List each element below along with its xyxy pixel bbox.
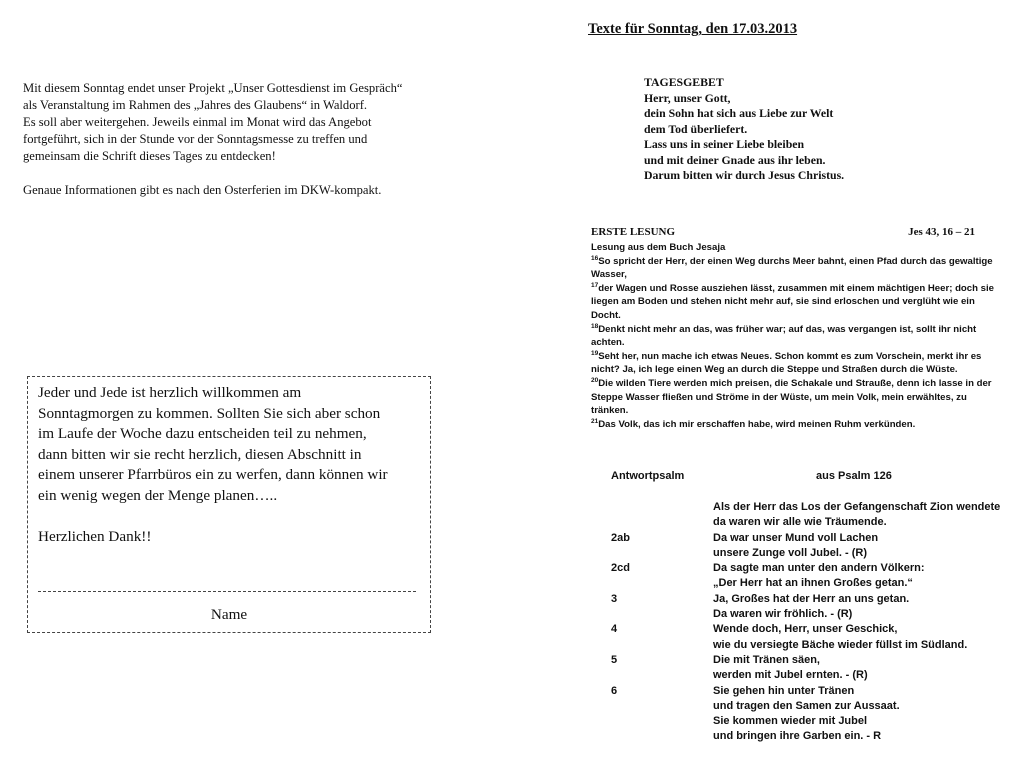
psalm-row bbox=[611, 561, 1011, 576]
verse-number: 21 bbox=[591, 417, 599, 425]
verse-21 bbox=[591, 418, 1011, 432]
psalm-row bbox=[611, 668, 1011, 683]
psalm-row bbox=[611, 699, 1011, 714]
reading-heading: ERSTE LESUNG bbox=[591, 226, 676, 238]
psalm-line: und tragen den Samen zur Aussaat. bbox=[713, 699, 900, 712]
verse-20 bbox=[591, 377, 1011, 418]
psalm-line: Die mit Tränen säen, bbox=[713, 653, 820, 666]
psalm-line: da waren wir alle wie Träumende. bbox=[713, 516, 887, 529]
psalm-line: unsere Zunge voll Jubel. - (R) bbox=[713, 546, 868, 559]
psalm-verse-number: 4 bbox=[611, 623, 618, 636]
psalm-row bbox=[611, 714, 1011, 729]
name-signature-line[interactable] bbox=[38, 591, 416, 592]
psalm-line: Sie gehen hin unter Tränen bbox=[713, 684, 855, 697]
psalm-row bbox=[611, 653, 1011, 668]
psalm-row bbox=[611, 638, 1011, 653]
verse-line: tränken. bbox=[591, 405, 629, 417]
signup-line: Jeder und Jede ist herzlich willkommen am bbox=[38, 384, 302, 401]
psalm-line: Da waren wir fröhlich. - (R) bbox=[713, 608, 853, 621]
responsorial-psalm bbox=[611, 470, 1011, 745]
psalm-verse-number: 2ab bbox=[611, 531, 630, 544]
prayer-line: Darum bitten wir durch Jesus Christus. bbox=[644, 168, 845, 182]
signup-coupon bbox=[27, 376, 431, 633]
intro-paragraph-2: Genaue Informationen gibt es nach den Osterferien im DKW-kompakt. bbox=[23, 183, 382, 197]
verse-line: Docht. bbox=[591, 309, 621, 321]
psalm-verse-number: 2cd bbox=[611, 562, 630, 575]
verse-line: liegen am Boden und stehen nicht mehr auf, sie sind erloschen und verglüht wie ein bbox=[591, 296, 975, 308]
psalm-row bbox=[611, 576, 1011, 591]
psalm-line: „Der Herr hat an ihnen Großes getan.“ bbox=[713, 577, 913, 590]
reading-header bbox=[591, 226, 1011, 241]
verse-number: 16 bbox=[591, 254, 599, 262]
verse-line: Denkt nicht mehr an das, was früher war; auf das, was vergangen ist, sollt ihr nicht bbox=[598, 323, 977, 335]
verse-line: der Wagen und Rosse ausziehen lässt, zusammen mit einem mächtigen Heer; doch sie bbox=[598, 282, 994, 294]
psalm-row bbox=[611, 684, 1011, 699]
psalm-rows bbox=[611, 500, 1011, 745]
verse-line: Wasser, bbox=[591, 269, 627, 281]
prayer-line: dem Tod überliefert. bbox=[644, 121, 748, 136]
psalm-line: Sie kommen wieder mit Jubel bbox=[713, 715, 868, 728]
verse-line: Das Volk, das ich mir erschaffen habe, wird meinen Ruhm verkünden. bbox=[598, 418, 916, 430]
verse-17 bbox=[591, 282, 1011, 323]
verse-number: 17 bbox=[591, 281, 599, 289]
psalm-line: werden mit Jubel ernten. - (R) bbox=[713, 669, 868, 682]
first-reading bbox=[591, 226, 1011, 431]
psalm-verse-number: 6 bbox=[611, 684, 618, 697]
psalm-line: Als der Herr das Los der Gefangenschaft Zion wendete bbox=[713, 501, 1001, 513]
psalm-line: Wende doch, Herr, unser Geschick, bbox=[713, 623, 898, 636]
verse-line: nicht? Ja, ich lege einen Weg an durch die Steppe und Straßen durch die Wüste. bbox=[591, 364, 958, 376]
intro-line: Mit diesem Sonntag endet unser Projekt „Unser Gottesdienst im Gespräch“ bbox=[23, 81, 403, 95]
psalm-line: Da sagte man unter den andern Völkern: bbox=[713, 562, 925, 575]
psalm-line: Da war unser Mund voll Lachen bbox=[713, 531, 879, 544]
signup-line: einem unserer Pfarrbüros ein zu werfen, dann können wir bbox=[38, 466, 388, 484]
psalm-row bbox=[611, 592, 1011, 607]
verse-18 bbox=[591, 323, 1011, 350]
psalm-row bbox=[611, 729, 1011, 744]
psalm-row bbox=[611, 622, 1011, 637]
signup-line: ein wenig wegen der Menge planen….. bbox=[38, 486, 278, 504]
intro-line: als Veranstaltung im Rahmen des „Jahres des Glaubens“ in Waldorf. bbox=[23, 98, 368, 112]
signup-text bbox=[38, 383, 420, 507]
psalm-verse-number: 3 bbox=[611, 592, 618, 605]
verse-line: achten. bbox=[591, 337, 625, 349]
intro-text bbox=[23, 80, 453, 199]
prayer-line: Herr, unser Gott, bbox=[644, 90, 731, 105]
psalm-heading: Antwortpsalm bbox=[611, 470, 685, 482]
page-title: Texte für Sonntag, den 17.03.2013 bbox=[588, 21, 798, 37]
psalm-line: und bringen ihre Garben ein. - R bbox=[713, 730, 882, 743]
verse-number: 20 bbox=[591, 376, 599, 384]
intro-line: Es soll aber weitergehen. Jeweils einmal im Monat wird das Angebot bbox=[23, 115, 372, 129]
intro-line: gemeinsam die Schrift dieses Tages zu entdecken! bbox=[23, 149, 276, 163]
thanks-text: Herzlichen Dank!! bbox=[38, 527, 152, 545]
psalm-row bbox=[611, 515, 1011, 530]
signup-line: Sonntagmorgen zu kommen. Sollten Sie sich aber schon bbox=[38, 404, 381, 422]
name-label: Name bbox=[210, 606, 248, 623]
psalm-row bbox=[611, 546, 1011, 561]
verse-16 bbox=[591, 255, 1011, 282]
verse-line: Die wilden Tiere werden mich preisen, die Schakale und Strauße, denn ich lasse in der bbox=[598, 377, 992, 389]
prayer-line: und mit deiner Gnade aus ihr leben. bbox=[644, 152, 826, 167]
intro-paragraph-1 bbox=[23, 80, 453, 165]
prayer-line: Lass uns in seiner Liebe bleiben bbox=[644, 137, 805, 151]
reading-source: Lesung aus dem Buch Jesaja bbox=[591, 242, 726, 253]
verse-number: 18 bbox=[591, 322, 599, 330]
psalm-row bbox=[611, 531, 1011, 546]
prayer-line: dein Sohn hat sich aus Liebe zur Welt bbox=[644, 106, 834, 120]
psalm-line: Ja, Großes hat der Herr an uns getan. bbox=[713, 592, 910, 605]
signup-line: dann bitten wir sie recht herzlich, diesen Abschnitt in bbox=[38, 445, 362, 463]
psalm-verse-number: 5 bbox=[611, 653, 618, 666]
reading-reference: Jes 43, 16 – 21 bbox=[908, 226, 975, 238]
psalm-line: wie du versiegte Bäche wieder füllst im Südland. bbox=[713, 638, 968, 651]
prayer-heading: TAGESGEBET bbox=[644, 75, 724, 89]
psalm-row bbox=[611, 500, 1011, 515]
prayer-section bbox=[644, 75, 904, 184]
verse-number: 19 bbox=[591, 349, 599, 357]
verse-line: Steppe Wasser fließen und Ströme in der Wüste, um mein Volk, mein erwähltes, zu bbox=[591, 391, 967, 403]
psalm-source: aus Psalm 126 bbox=[816, 470, 892, 482]
verse-19 bbox=[591, 350, 1011, 377]
verse-line: So spricht der Herr, der einen Weg durchs Meer bahnt, einen Pfad durch das gewaltige bbox=[598, 255, 993, 267]
psalm-row bbox=[611, 607, 1011, 622]
intro-line: fortgeführt, sich in der Stunde vor der Sonntagsmesse zu treffen und bbox=[23, 132, 368, 146]
signup-line: im Laufe der Woche dazu entscheiden teil zu nehmen, bbox=[38, 425, 367, 443]
verse-line: Seht her, nun mache ich etwas Neues. Schon kommt es zum Vorschein, merkt ihr es bbox=[598, 350, 982, 362]
psalm-header bbox=[611, 470, 1011, 485]
